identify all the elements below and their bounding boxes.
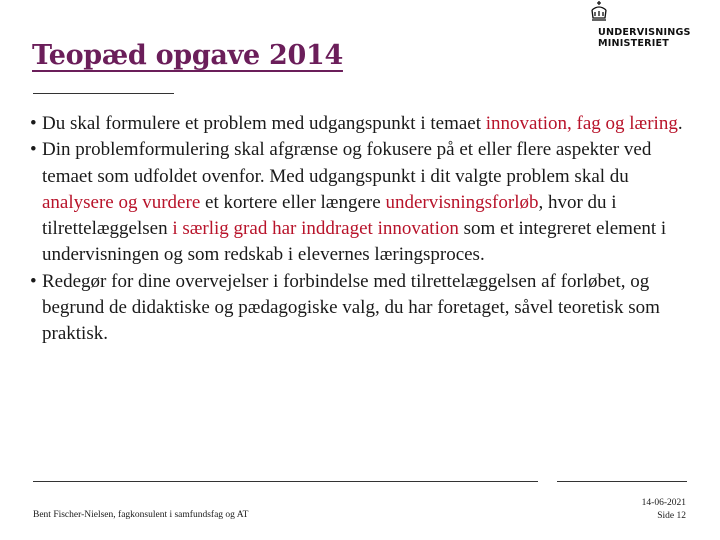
bullet-text: .: [677, 113, 683, 134]
footer-meta: [642, 497, 686, 523]
footer-divider-right: [557, 481, 687, 482]
bullet-item: [30, 137, 700, 268]
highlighted-text: i særlig grad har inddraget innovation: [172, 218, 459, 240]
bullet-item: [30, 269, 700, 348]
bullet-marker: •: [30, 113, 37, 134]
bullet-text: Redegør for dine overvejelser i forbindelse med tilrettelæggelsen af forløbet, og begrund de didaktiske og pædagogiske valg, du har foretaget, såvel teoretisk som praktisk.: [42, 270, 660, 345]
title-divider: [33, 93, 174, 94]
bullet-text: Du skal formulere et problem med udgangspunkt i temaet: [42, 113, 486, 134]
footer-author: Bent Fischer-Nielsen, fagkonsulent i samfundsfag og AT: [33, 510, 249, 520]
bullet-text: , hvor du i tilrettelæggelsen: [42, 191, 617, 240]
highlighted-text: undervisningsforløb: [385, 191, 539, 213]
logo-line-2: MINISTERIET: [598, 38, 669, 49]
page-number: Side 12: [657, 511, 686, 521]
highlighted-text: innovation, fag og læring: [485, 113, 678, 134]
bullet-text: som et integreret element i undervisningen og som redskab i elevernes læringsproces.: [42, 218, 667, 266]
slide-title: Teopæd opgave 2014: [32, 40, 343, 71]
footer-divider-left: [33, 481, 538, 482]
bullet-marker: •: [30, 270, 37, 292]
highlighted-text: analysere og vurdere: [42, 191, 201, 213]
logo-line-1: UNDERVISNINGS: [598, 27, 691, 38]
logo-wordmark: [598, 27, 691, 49]
bullet-item: [30, 111, 700, 137]
footer-date: 14-06-2021: [641, 498, 686, 508]
bullet-text: et kortere eller længere: [200, 191, 386, 213]
ministry-logo: [580, 0, 710, 56]
crown-icon: [588, 0, 610, 24]
bullet-text: Din problemformulering skal afgrænse og fokusere på et eller flere aspekter ved temaet som udfoldet ovenfor. Med udgangspunkt i dit valgte problem skal du: [42, 139, 652, 187]
bullet-list: [30, 111, 700, 348]
bullet-marker: •: [30, 139, 37, 161]
